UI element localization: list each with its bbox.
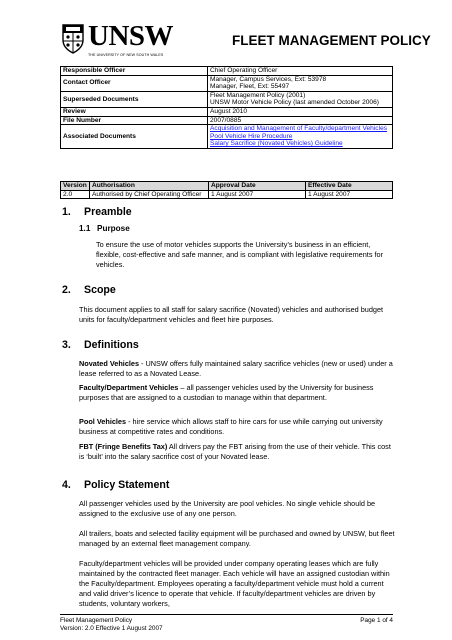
authorisation-value: Authorised by Chief Operating Officer	[90, 190, 209, 199]
version-value: 2.0	[61, 190, 90, 199]
subsection-number: 1.1	[79, 224, 91, 233]
section-number: 3.	[62, 339, 71, 351]
subsection-heading-purpose	[79, 224, 130, 233]
approval-date-value: 1 August 2007	[209, 190, 306, 199]
contact-officer-label: Contact Officer	[61, 75, 208, 91]
table-row	[61, 125, 393, 149]
contact-officer-line: Manager, Campus Services, Ext: 53978	[210, 75, 327, 83]
policy-paragraph: All trailers, boats and selected facility equipment will be purchased and owned by UNSW, but fleet managed by an external fleet management company.	[79, 529, 395, 548]
definition-text: – all passenger vehicles used by the University for business purposes that are assigned to a custodian to manage within that department.	[79, 383, 374, 402]
purpose-paragraph: To ensure the use of motor vehicles supports the University’s business in an efficient, flexible, cost-effective and safe manner, and is compliant with legislative requirements for vehicles.	[96, 240, 384, 269]
policy-paragraph: All passenger vehicles used by the University are pool vehicles. No single vehicle should be assigned to the exclusive use of any one person.	[79, 499, 376, 518]
policy-paragraph: Faculty/department vehicles will be provided under company operating leases which are fully maintained by the contracted fleet manager. Each vehicle will have an assigned custodian within the Faculty/department. Employees operating a faculty/department vehicle must hold a current and valid driver’s licence to operate that vehicle. If faculty/department vehicles are driven by students, voluntary workers,	[79, 559, 390, 608]
section-title: Scope	[84, 284, 116, 296]
section-number: 1.	[62, 206, 71, 218]
section-heading-preamble	[62, 206, 132, 218]
logo-tagline: THE UNIVERSITY OF NEW SOUTH WALES	[88, 53, 164, 57]
table-row	[61, 67, 393, 76]
contact-officer-line: Manager, Fleet, Ext: 55497	[210, 83, 290, 91]
associated-document-link[interactable]: Salary Sacrifice (Novated Vehicles) Guideline	[210, 140, 343, 148]
effective-date-value: 1 August 2007	[306, 190, 393, 199]
definition-faculty-department-vehicles	[79, 383, 395, 403]
definition-term: Pool Vehicles	[79, 417, 127, 426]
associated-documents-value	[208, 125, 393, 149]
section-heading-definitions	[62, 339, 139, 351]
definition-text: - hire service which allows staff to hire cars for use while carrying out university business at competitive rates and conditions.	[79, 417, 383, 436]
table-row	[61, 75, 393, 91]
table-row	[61, 91, 393, 107]
definition-text: - UNSW offers fully maintained salary sacrifice vehicles (new or used) under a lease referred to as a Novated Lease.	[79, 359, 393, 378]
section-title: Policy Statement	[84, 479, 170, 491]
section-number: 4.	[62, 479, 71, 491]
section-title: Preamble	[84, 206, 132, 218]
version-header: Version	[61, 182, 90, 191]
crest-icon	[62, 24, 84, 54]
definition-pool-vehicles	[79, 417, 395, 437]
associated-documents-label: Associated Documents	[61, 125, 208, 149]
definition-term: FBT (Fringe Benefits Tax)	[79, 442, 168, 451]
definition-novated-vehicles	[79, 359, 395, 379]
version-row	[61, 190, 393, 199]
definition-term: Faculty/Department Vehicles	[79, 383, 179, 392]
authorisation-header: Authorisation	[90, 182, 209, 191]
contact-officer-value	[208, 75, 393, 91]
effective-date-header: Effective Date	[306, 182, 393, 191]
review-value: August 2010	[208, 107, 393, 116]
responsible-officer-label: Responsible Officer	[61, 67, 208, 76]
definition-term: Novated Vehicles	[79, 359, 140, 368]
subsection-title: Purpose	[97, 224, 130, 233]
superseded-documents-value	[208, 91, 393, 107]
table-row	[61, 116, 393, 125]
section-title: Definitions	[84, 339, 139, 351]
scope-paragraph: This document applies to all staff for salary sacrifice (Novated) vehicles and authorised budget units for faculty/department vehicles and fleet hire purposes.	[79, 305, 384, 324]
superseded-documents-label: Superseded Documents	[61, 91, 208, 107]
policy-info-table	[60, 66, 393, 149]
file-number-value: 2007/0885	[208, 116, 393, 125]
file-number-label: File Number	[61, 116, 208, 125]
page-footer	[60, 614, 393, 633]
associated-document-link[interactable]: Acquisition and Management of Faculty/department Vehicles	[210, 125, 388, 133]
approval-date-header: Approval Date	[209, 182, 306, 191]
footer-document-name: Fleet Management Policy	[60, 617, 133, 624]
definition-fbt	[79, 442, 395, 462]
table-row	[61, 107, 393, 116]
section-number: 2.	[62, 284, 71, 296]
superseded-document: Fleet Management Policy (2001)	[210, 91, 306, 99]
version-table	[60, 181, 393, 199]
unsw-logo	[62, 20, 180, 62]
logo-wordmark: UNSW	[88, 20, 174, 52]
version-header-row	[61, 182, 393, 191]
document-title: FLEET MANAGEMENT POLICY	[232, 33, 431, 48]
footer-page-number: Page 1 of 4	[360, 617, 393, 624]
review-label: Review	[61, 107, 208, 116]
associated-document-link[interactable]: Pool Vehicle Hire Procedure	[210, 132, 293, 140]
definition-text: All drivers pay the FBT arising from the use of their vehicle. This cost is ‘built’ into the salary sacrifice cost of your Novated lease.	[79, 442, 391, 461]
footer-version: Version: 2.0 Effective 1 August 2007	[60, 625, 163, 632]
superseded-document: UNSW Motor Vehicle Policy (last amended October 2006)	[210, 99, 379, 107]
responsible-officer-value: Chief Operating Officer	[208, 67, 393, 76]
section-heading-scope	[62, 284, 116, 296]
section-heading-policy-statement	[62, 479, 169, 491]
